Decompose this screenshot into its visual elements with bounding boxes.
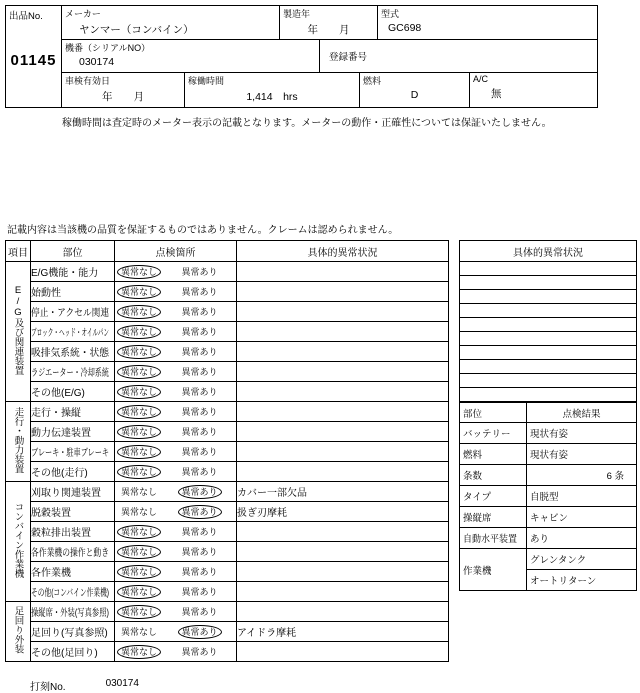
spec-part: 燃料 xyxy=(460,444,527,465)
inspection-row xyxy=(6,462,449,482)
spec-part: 自動水平装置 xyxy=(460,528,527,549)
abnormality-option: 異常あり xyxy=(181,526,218,537)
machine-info-table xyxy=(62,5,598,108)
part-name: その他(コンバイン作業機) xyxy=(31,582,115,602)
inspection-area xyxy=(5,240,635,662)
stamp-number-value: 030174 xyxy=(105,678,139,689)
part-name: その他(E/G) xyxy=(31,382,115,402)
check-result-cell xyxy=(115,482,237,502)
item-group-label: コンバイン作業機 xyxy=(6,482,31,602)
mfg-year-cell xyxy=(280,6,378,39)
inspection-valid-value: 年 月 xyxy=(102,91,144,103)
quality-disclaimer: 記載内容は当該機の品質を保証するものではありません。クレームは認められません。 xyxy=(7,225,399,236)
abnormality-detail xyxy=(237,302,449,322)
part-name: 動力伝達装置 xyxy=(31,422,115,442)
abnormality-detail xyxy=(237,362,449,382)
spec-result: あり xyxy=(527,528,637,549)
footer xyxy=(5,678,635,693)
abnormal-note-row xyxy=(460,360,637,374)
abnormality-detail xyxy=(237,322,449,342)
no-abnormality-option-circled: 異常なし xyxy=(115,345,176,359)
part-name: 足回り(写真参照) xyxy=(31,622,115,642)
inspection-row xyxy=(6,302,449,322)
inspection-row xyxy=(6,422,449,442)
spec-part: タイプ xyxy=(460,486,527,507)
part-name: 刈取り関連装置 xyxy=(31,482,115,502)
spec-part: 操縦席 xyxy=(460,507,527,528)
no-abnormality-option-circled: 異常なし xyxy=(115,325,176,339)
abnormality-option-circled: 異常あり xyxy=(176,485,237,499)
abnormality-option: 異常あり xyxy=(181,346,218,357)
serial-label: 機番（シリアルNO） xyxy=(65,43,151,53)
spec-row xyxy=(460,444,637,465)
maker-cell xyxy=(62,6,280,39)
abnormality-option-circled: 異常あり xyxy=(176,505,237,519)
part-name: ブレーキ・駐車ブレーキ xyxy=(31,442,115,462)
check-result-cell xyxy=(115,582,237,602)
check-result-cell xyxy=(115,602,237,622)
spec-header-part: 部位 xyxy=(460,403,527,423)
abnormality-option: 異常あり xyxy=(181,566,218,577)
check-result-cell xyxy=(115,402,237,422)
ac-cell xyxy=(470,73,597,107)
inspection-row xyxy=(6,502,449,522)
model-label: 型式 xyxy=(381,9,400,19)
no-abnormality-option-circled: 異常なし xyxy=(115,465,176,479)
abnormality-detail xyxy=(237,642,449,662)
abnormality-option: 異常あり xyxy=(181,546,218,557)
check-result-cell xyxy=(115,502,237,522)
check-result-cell xyxy=(115,322,237,342)
check-result-cell xyxy=(115,442,237,462)
spec-result: 現状有姿 xyxy=(527,444,637,465)
abnormality-option: 異常あり xyxy=(181,306,218,317)
exhibit-number-value: 01145 xyxy=(10,52,57,69)
abnormal-note-row xyxy=(460,290,637,304)
abnormality-detail xyxy=(237,422,449,442)
abnormality-detail xyxy=(237,562,449,582)
check-result-cell xyxy=(115,542,237,562)
abnormality-detail xyxy=(237,442,449,462)
no-abnormality-option-circled: 異常なし xyxy=(115,645,176,659)
check-result-cell xyxy=(115,422,237,442)
inspection-table xyxy=(5,240,449,662)
inspection-row xyxy=(6,362,449,382)
inspection-valid-cell xyxy=(62,73,185,107)
no-abnormality-option-circled: 異常なし xyxy=(115,305,176,319)
no-abnormality-option-circled: 異常なし xyxy=(115,405,176,419)
abnormality-detail: アイドラ摩耗 xyxy=(237,622,449,642)
abnormal-note-row xyxy=(460,388,637,402)
abnormality-option: 異常あり xyxy=(181,286,218,297)
spec-row xyxy=(460,423,637,444)
abnormal-note-row xyxy=(460,262,637,276)
header-detail: 具体的異常状況 xyxy=(237,241,449,262)
part-name: その他(足回り) xyxy=(31,642,115,662)
part-name: 各作業機の操作と動き xyxy=(31,542,115,562)
spec-part: バッテリー xyxy=(460,423,527,444)
hours-cell xyxy=(185,73,360,107)
no-abnormality-option: 異常なし xyxy=(121,626,158,637)
part-name: 各作業機 xyxy=(31,562,115,582)
abnormality-option: 異常あり xyxy=(181,426,218,437)
registration-label: 登録番号 xyxy=(329,52,368,63)
inspection-row xyxy=(6,522,449,542)
part-name: 脱穀装置 xyxy=(31,502,115,522)
inspection-row xyxy=(6,582,449,602)
check-result-cell xyxy=(115,562,237,582)
no-abnormality-option-circled: 異常なし xyxy=(115,545,176,559)
inspection-row xyxy=(6,642,449,662)
part-name: その他(走行) xyxy=(31,462,115,482)
info-row-1 xyxy=(62,6,597,40)
part-name: 始動性 xyxy=(31,282,115,302)
abnormality-detail xyxy=(237,602,449,622)
no-abnormality-option-circled: 異常なし xyxy=(115,385,176,399)
spec-row xyxy=(460,528,637,549)
no-abnormality-option-circled: 異常なし xyxy=(115,565,176,579)
abnormal-note-row xyxy=(460,304,637,318)
check-result-cell xyxy=(115,622,237,642)
abnormality-option-circled: 異常あり xyxy=(176,625,237,639)
no-abnormality-option-circled: 異常なし xyxy=(115,585,176,599)
spec-row xyxy=(460,549,637,570)
serial-cell xyxy=(62,40,320,72)
no-abnormality-option-circled: 異常なし xyxy=(115,445,176,459)
stamp-number-label: 打刻No. xyxy=(30,682,66,693)
maker-label: メーカー xyxy=(65,9,101,19)
abnormality-option: 異常あり xyxy=(181,386,218,397)
abnormality-detail xyxy=(237,522,449,542)
part-name: 穀粒排出装置 xyxy=(31,522,115,542)
inspection-row xyxy=(6,622,449,642)
spec-part: 条数 xyxy=(460,465,527,486)
spec-table xyxy=(459,402,637,591)
abnormality-detail xyxy=(237,542,449,562)
fuel-value: D xyxy=(410,89,419,101)
no-abnormality-option-circled: 異常なし xyxy=(115,285,176,299)
part-name: 操縦席・外装(写真参照) xyxy=(31,602,115,622)
mfg-year-label: 製造年 xyxy=(283,9,311,19)
spec-part: 作業機 xyxy=(460,549,527,591)
inspection-row xyxy=(6,342,449,362)
abnormality-option: 異常あり xyxy=(181,606,218,617)
abnormality-option: 異常あり xyxy=(181,646,218,657)
inspection-row xyxy=(6,382,449,402)
inspection-header-row xyxy=(6,241,449,262)
header-part: 部位 xyxy=(31,241,115,262)
check-result-cell xyxy=(115,642,237,662)
meter-disclaimer-note: 稼働時間は査定時のメーター表示の記載となります。メーターの動作・正確性については保証いたしません。 xyxy=(62,118,552,129)
check-result-cell xyxy=(115,302,237,322)
abnormal-note-row xyxy=(460,346,637,360)
part-name: E/G機能・能力 xyxy=(31,262,115,282)
registration-cell xyxy=(320,40,597,72)
abnormality-detail xyxy=(237,282,449,302)
spec-header-row xyxy=(460,403,637,423)
check-result-cell xyxy=(115,462,237,482)
spec-result: 6 条 xyxy=(527,465,637,486)
check-result-cell xyxy=(115,342,237,362)
abnormality-detail xyxy=(237,342,449,362)
spec-result: 自脱型 xyxy=(527,486,637,507)
item-group-label: 足回り外装 xyxy=(6,602,31,662)
inspection-row xyxy=(6,482,449,502)
info-row-3 xyxy=(62,73,597,107)
hours-value: 1,414 hrs xyxy=(246,91,298,103)
inspection-row xyxy=(6,402,449,422)
inspection-row xyxy=(6,262,449,282)
abnormality-option: 異常あり xyxy=(181,446,218,457)
no-abnormality-option: 異常なし xyxy=(121,486,158,497)
no-abnormality-option-circled: 異常なし xyxy=(115,265,176,279)
abnormal-note-row xyxy=(460,332,637,346)
abnormality-detail xyxy=(237,402,449,422)
inspection-row xyxy=(6,442,449,462)
serial-value: 030174 xyxy=(79,56,115,68)
abnormality-option: 異常あり xyxy=(181,326,218,337)
inspection-row xyxy=(6,322,449,342)
part-name: 停止・アクセル関連 xyxy=(31,302,115,322)
item-group-label: 走行・動力装置 xyxy=(6,402,31,482)
info-row-2 xyxy=(62,40,597,73)
abnormal-notes-header-row xyxy=(460,241,637,262)
check-result-cell xyxy=(115,282,237,302)
abnormality-detail xyxy=(237,462,449,482)
abnormality-option: 異常あり xyxy=(181,466,218,477)
fuel-label: 燃料 xyxy=(363,76,382,86)
spec-header-result: 点検結果 xyxy=(527,403,637,423)
inspection-row xyxy=(6,602,449,622)
abnormal-note-row xyxy=(460,276,637,290)
spec-row xyxy=(460,507,637,528)
no-abnormality-option-circled: 異常なし xyxy=(115,525,176,539)
header-points: 点検箇所 xyxy=(115,241,237,262)
spec-result: オートリターン xyxy=(527,570,637,591)
abnormality-option: 異常あり xyxy=(181,266,218,277)
inspection-row xyxy=(6,562,449,582)
hours-label: 稼働時間 xyxy=(188,76,225,86)
no-abnormality-option: 異常なし xyxy=(121,506,158,517)
check-result-cell xyxy=(115,382,237,402)
part-name: ラジエーター・冷却系統 xyxy=(31,362,115,382)
model-cell xyxy=(378,6,597,39)
inspection-valid-label: 車検有効日 xyxy=(65,76,111,86)
part-name: ブロック・ヘッド・オイルパン xyxy=(31,322,115,342)
right-column xyxy=(459,240,637,591)
exhibit-number-label: 出品No. xyxy=(9,11,43,22)
spec-result: 現状有姿 xyxy=(527,423,637,444)
part-name: 走行・操縦 xyxy=(31,402,115,422)
spec-result: キャビン xyxy=(527,507,637,528)
abnormality-detail xyxy=(237,382,449,402)
abnormality-option: 異常あり xyxy=(181,586,218,597)
maker-value: ヤンマー（コンバイン） xyxy=(79,24,194,36)
no-abnormality-option-circled: 異常なし xyxy=(115,425,176,439)
check-result-cell xyxy=(115,262,237,282)
fuel-cell xyxy=(360,73,470,107)
spec-row xyxy=(460,486,637,507)
check-result-cell xyxy=(115,362,237,382)
machine-info-header xyxy=(5,5,635,108)
check-result-cell xyxy=(115,522,237,542)
abnormal-notes-header: 具体的異常状況 xyxy=(460,241,637,262)
no-abnormality-option-circled: 異常なし xyxy=(115,365,176,379)
abnormality-option: 異常あり xyxy=(181,366,218,377)
abnormal-notes-table xyxy=(459,240,637,402)
mfg-year-value: 年 月 xyxy=(307,24,350,36)
ac-label: A/C xyxy=(473,74,489,84)
spec-result: グレンタンク xyxy=(527,549,637,570)
no-abnormality-option-circled: 異常なし xyxy=(115,605,176,619)
abnormality-detail: 扱ぎ刃摩耗 xyxy=(237,502,449,522)
inspection-row xyxy=(6,282,449,302)
abnormal-note-row xyxy=(460,374,637,388)
part-name: 吸排気系統・状態 xyxy=(31,342,115,362)
exhibit-number-box xyxy=(5,5,62,108)
spec-row xyxy=(460,465,637,486)
abnormality-option: 異常あり xyxy=(181,406,218,417)
model-value: GC698 xyxy=(388,22,422,34)
ac-value: 無 xyxy=(491,88,502,100)
item-group-label: E/G及び関連装置 xyxy=(6,262,31,402)
header-item: 項目 xyxy=(6,241,31,262)
abnormality-detail xyxy=(237,262,449,282)
abnormality-detail: カバー一部欠品 xyxy=(237,482,449,502)
abnormality-detail xyxy=(237,582,449,602)
abnormal-note-row xyxy=(460,318,637,332)
inspection-row xyxy=(6,542,449,562)
